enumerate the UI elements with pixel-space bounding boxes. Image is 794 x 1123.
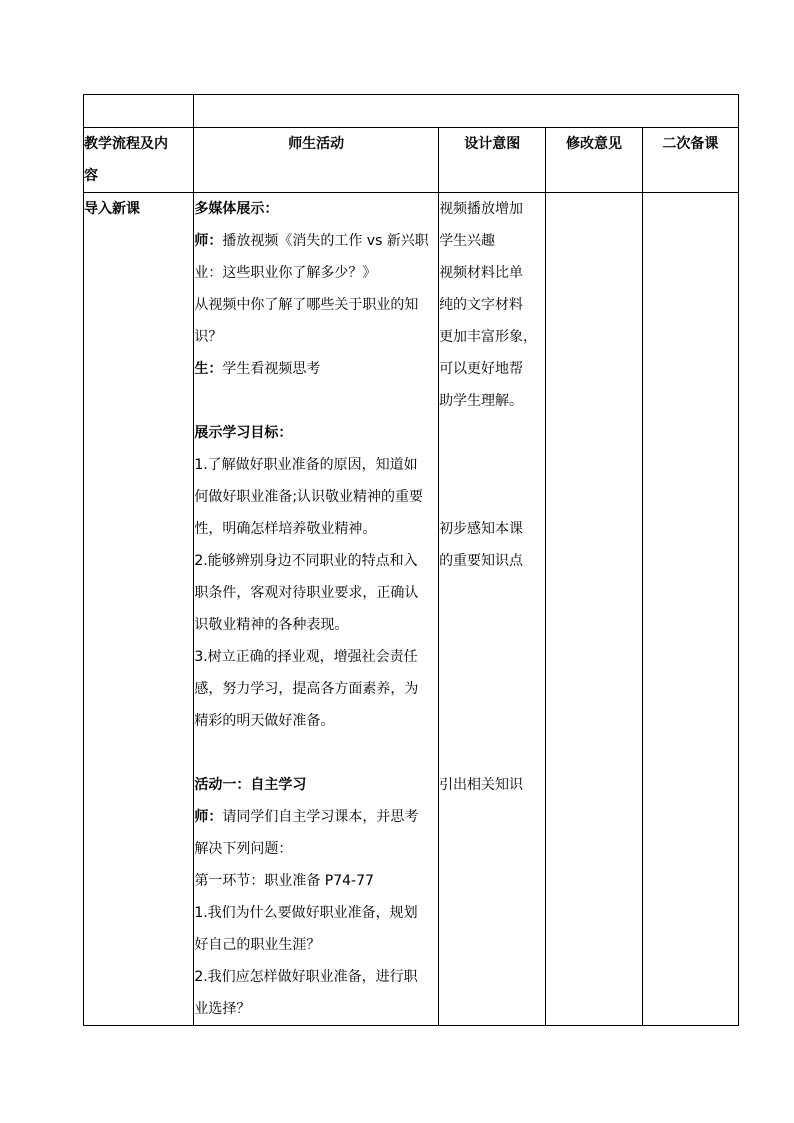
flow-cell [84, 193, 194, 1026]
header-intent: 设计意图 [439, 128, 546, 193]
teacher2-label: 师： [194, 809, 223, 825]
teacher2-line-1 [194, 801, 438, 833]
blank-line [439, 449, 545, 481]
blank-line [439, 417, 545, 449]
second-prep-cell [642, 193, 738, 1026]
question-line-1: 从视频中你了解了哪些关于职业的知 [194, 297, 419, 313]
blank-line [439, 577, 545, 609]
intent-perceive-line-2: 的重要知识点 [439, 553, 524, 569]
goal2-line-3: 识敬业精神的各种表现。 [194, 617, 349, 633]
table-row [84, 193, 739, 1026]
goal1-line-1: 1.了解做好职业准备的原因，知道如 [194, 457, 418, 473]
section1-line: 第一环节：职业准备 P74-77 [194, 873, 374, 889]
intent-material-line-2: 纯的文字材料 [439, 297, 524, 313]
teacher-label: 师： [194, 233, 223, 249]
goal2-line-1: 2.能够辨别身边不同职业的特点和入 [194, 553, 418, 569]
q1-line-2: 好自己的职业生涯？ [194, 937, 321, 953]
q2-line-1: 2.我们应怎样做好职业准备，进行职 [194, 969, 418, 985]
goal2-line-2: 职条件，客观对待职业要求，正确认 [194, 585, 419, 601]
header-second-prep: 二次备课 [642, 128, 738, 193]
lesson-plan-table [83, 94, 739, 1026]
table-top-row [84, 95, 739, 128]
intent-material-line-4: 可以更好地帮 [439, 361, 524, 377]
blank-line [439, 705, 545, 737]
header-activity: 师生活动 [194, 128, 439, 193]
question-line-2: 识？ [194, 329, 223, 345]
table-header-row [84, 128, 739, 193]
video-line-2: 业：这些职业你了解多少？》 [194, 265, 377, 281]
intent-perceive-line-1: 初步感知本课 [439, 521, 524, 537]
intent-video-line-2: 学生兴趣 [439, 233, 496, 249]
activity-cell [194, 193, 439, 1026]
goals-title: 展示学习目标： [194, 425, 293, 441]
blank-line [194, 737, 438, 769]
activity1-title: 活动一：自主学习 [194, 777, 307, 793]
goal3-line-3: 精彩的明天做好准备。 [194, 713, 335, 729]
flow-label: 导入新课 [84, 201, 140, 217]
q2-line-2: 业选择？ [194, 1001, 251, 1017]
lesson-plan-page [83, 94, 739, 1026]
intent-video-line-1: 视频播放增加 [439, 201, 524, 217]
video-line-1 [194, 225, 438, 257]
goal1-line-3: 性，明确怎样培养敬业精神。 [194, 521, 377, 537]
student-line [194, 353, 438, 385]
top-left-empty-cell [84, 95, 194, 128]
media-title: 多媒体展示： [194, 201, 279, 217]
video-text-1: 播放视频《消失的工作 vs 新兴职 [222, 233, 429, 249]
student-label: 生： [194, 361, 223, 377]
blank-line [439, 609, 545, 641]
revision-cell [546, 193, 642, 1026]
intent-material-line-1: 视频材料比单 [439, 265, 524, 281]
blank-line [439, 673, 545, 705]
intent-lead-line: 引出相关知识 [439, 777, 524, 793]
blank-line [439, 481, 545, 513]
student-text: 学生看视频思考 [222, 361, 321, 377]
goal3-line-2: 感，努力学习，提高各方面素养，为 [194, 681, 419, 697]
header-flow-line2: 容 [84, 168, 98, 184]
teacher2-text-1: 请同学们自主学习课本，并思考 [222, 809, 419, 825]
header-revision: 修改意见 [546, 128, 642, 193]
intent-cell [439, 193, 546, 1026]
q1-line-1: 1.我们为什么要做好职业准备，规划 [194, 905, 418, 921]
intent-material-line-5: 助学生理解。 [439, 393, 524, 409]
header-flow [84, 128, 194, 193]
goal1-line-2: 何做好职业准备;认识敬业精神的重要 [194, 489, 424, 505]
blank-line [194, 385, 438, 417]
goal3-line-1: 3.树立正确的择业观，增强社会责任 [194, 649, 418, 665]
intent-material-line-3: 更加丰富形象， [439, 329, 538, 345]
header-flow-line1: 教学流程及内 [84, 136, 168, 152]
teacher2-line-2: 解决下列问题： [194, 841, 293, 857]
top-right-empty-cell [194, 95, 739, 128]
blank-line [439, 737, 545, 769]
blank-line [439, 641, 545, 673]
